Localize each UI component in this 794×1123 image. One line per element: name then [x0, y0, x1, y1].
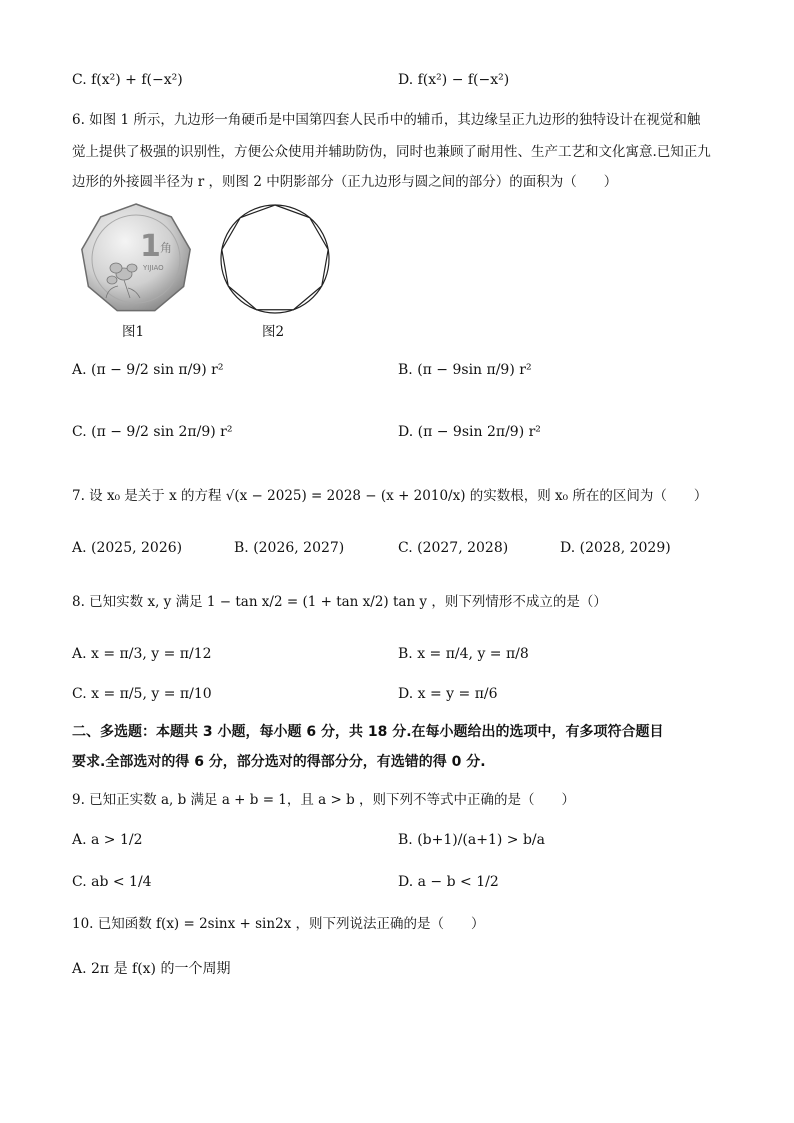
q5-option-c: C. f(x²) + f(−x²)	[72, 72, 183, 88]
figure1-caption: 图1	[122, 324, 145, 340]
section2-heading-line1: 二、多选题：本题共 3 小题，每小题 6 分，共 18 分.在每小题给出的选项中，有多项符合题目	[72, 724, 664, 740]
q6-stem-line3: 边形的外接圆半径为 r ，则图 2 中阴影部分（正九边形与圆之间的部分）的面积为（ ）	[72, 174, 618, 190]
q6-stem-line1: 6. 如图 1 所示，九边形一角硬币是中国第四套人民币中的辅币，其边缘呈正九边形的独特设计在视觉和触	[72, 112, 701, 128]
q9-stem: 9. 已知正实数 a, b 满足 a + b = 1，且 a > b ，则下列不等式中正确的是（ ）	[72, 792, 576, 808]
coin-numeral: 1	[140, 229, 161, 264]
q7-option-a: A. (2025, 2026)	[72, 540, 183, 556]
coin-figure	[78, 202, 194, 316]
q5-option-d: D. f(x²) − f(−x²)	[398, 72, 510, 88]
q7-option-d: D. (2028, 2029)	[560, 540, 671, 556]
section2-heading-line2: 要求.全部选对的得 6 分，部分选对的得部分分，有选错的得 0 分.	[72, 754, 486, 770]
q6-option-b: B. (π − 9sin π/9) r²	[398, 362, 532, 378]
q9-option-d: D. a − b < 1/2	[398, 874, 499, 890]
q10-stem: 10. 已知函数 f(x) = 2sinx + sin2x ，则下列说法正确的是（ ）	[72, 916, 485, 932]
q6-option-d: D. (π − 9sin 2π/9) r²	[398, 424, 541, 440]
q8-stem: 8. 已知实数 x, y 满足 1 − tan x/2 = (1 + tan x/2) tan y ，则下列情形不成立的是（）	[72, 594, 607, 610]
q6-option-a: A. (π − 9/2 sin π/9) r²	[72, 362, 224, 378]
q6-option-c: C. (π − 9/2 sin 2π/9) r²	[72, 424, 233, 440]
coin-jiao: 角	[160, 241, 173, 255]
q9-option-b: B. (b+1)/(a+1) > b/a	[398, 832, 545, 848]
q9-option-c: C. ab < 1/4	[72, 874, 152, 890]
q8-option-d: D. x = y = π/6	[398, 686, 498, 702]
coin-yijiao: YIJIAO	[143, 264, 164, 272]
q6-stem-line2: 觉上提供了极强的识别性，方便公众使用并辅助防伪，同时也兼顾了耐用性、生产工艺和文化寓意.已知正九	[72, 144, 711, 160]
nonagon-figure	[216, 202, 334, 316]
q8-option-b: B. x = π/4, y = π/8	[398, 646, 529, 662]
q7-stem: 7. 设 x₀ 是关于 x 的方程 √(x − 2025) = 2028 − (x + 2010/x) 的实数根，则 x₀ 所在的区间为（ ）	[72, 488, 708, 504]
q7-option-c: C. (2027, 2028)	[398, 540, 509, 556]
q10-option-a: A. 2π 是 f(x) 的一个周期	[72, 961, 231, 977]
q8-option-a: A. x = π/3, y = π/12	[72, 646, 212, 662]
figure2-caption: 图2	[262, 324, 285, 340]
q8-option-c: C. x = π/5, y = π/10	[72, 686, 212, 702]
q7-option-b: B. (2026, 2027)	[234, 540, 345, 556]
q9-option-a: A. a > 1/2	[72, 832, 143, 848]
